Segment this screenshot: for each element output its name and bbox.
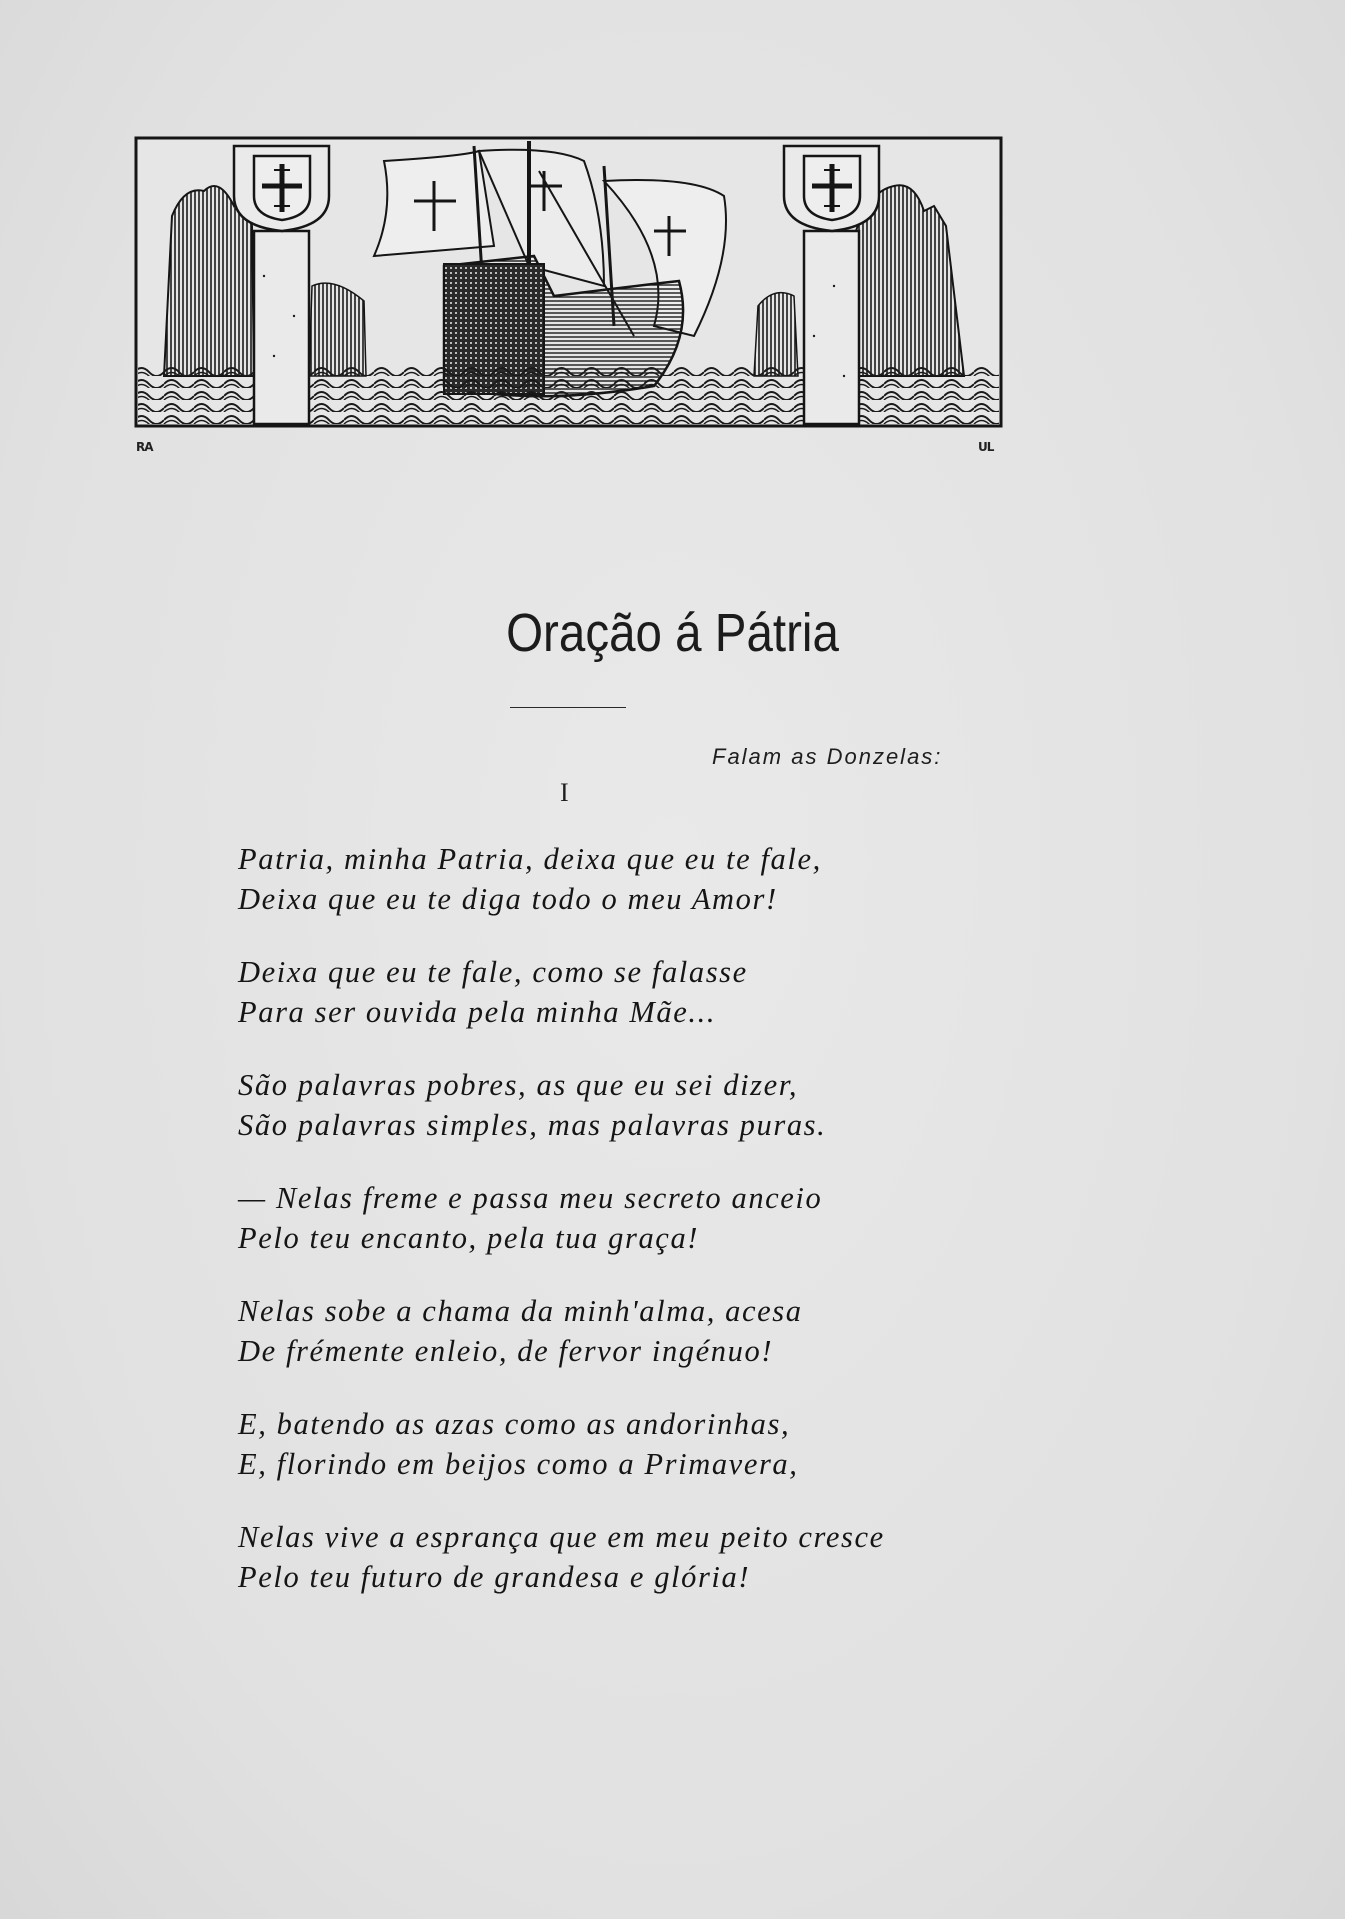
poem-body [238, 840, 1038, 1631]
stanza [238, 1066, 1038, 1145]
verse-line: Pelo teu futuro de grandesa e glória! [238, 1559, 751, 1594]
verse-line: — Nelas freme e passa meu secreto anceio [238, 1181, 823, 1215]
verse-line: E, batendo as azas como as andorinhas, [238, 1407, 791, 1441]
stanza [238, 1292, 1038, 1371]
verse-line: Pelo teu encanto, pela tua graça! [238, 1220, 700, 1255]
verse-line: Nelas sobe a chama da minh'alma, acesa [238, 1294, 803, 1328]
verse-line: São palavras pobres, as que eu sei dizer, [238, 1068, 799, 1102]
verse-line: Nelas vive a esprança que em meu peito cresce [238, 1520, 885, 1554]
stanza [238, 840, 1038, 919]
verse-line: De frémente enleio, de fervor ingénuo! [238, 1333, 774, 1368]
stanza [238, 1405, 1038, 1484]
verse-line: E, florindo em beijos como a Primavera, [238, 1446, 799, 1481]
right-artist-monogram: UL [978, 440, 994, 454]
left-artist-monogram: RA [136, 440, 153, 454]
verse-line: Deixa que eu te fale, como se falasse [238, 955, 748, 989]
verse-line: Deixa que eu te diga todo o meu Amor! [238, 881, 778, 916]
verse-line: Patria, minha Patria, deixa que eu te fale, [238, 842, 822, 876]
stanza [238, 953, 1038, 1032]
caravel-vignette [134, 136, 1003, 430]
stanza [238, 1518, 1038, 1597]
verse-line: São palavras simples, mas palavras puras. [238, 1107, 827, 1142]
section-numeral: I [560, 778, 569, 807]
poem-title: Oração á Pátria [506, 603, 839, 663]
speaker-attribution: Falam as Donzelas: [712, 744, 943, 769]
stanza [238, 1179, 1038, 1258]
verse-line: Para ser ouvida pela minha Mãe... [238, 994, 717, 1029]
title-divider [510, 707, 626, 708]
